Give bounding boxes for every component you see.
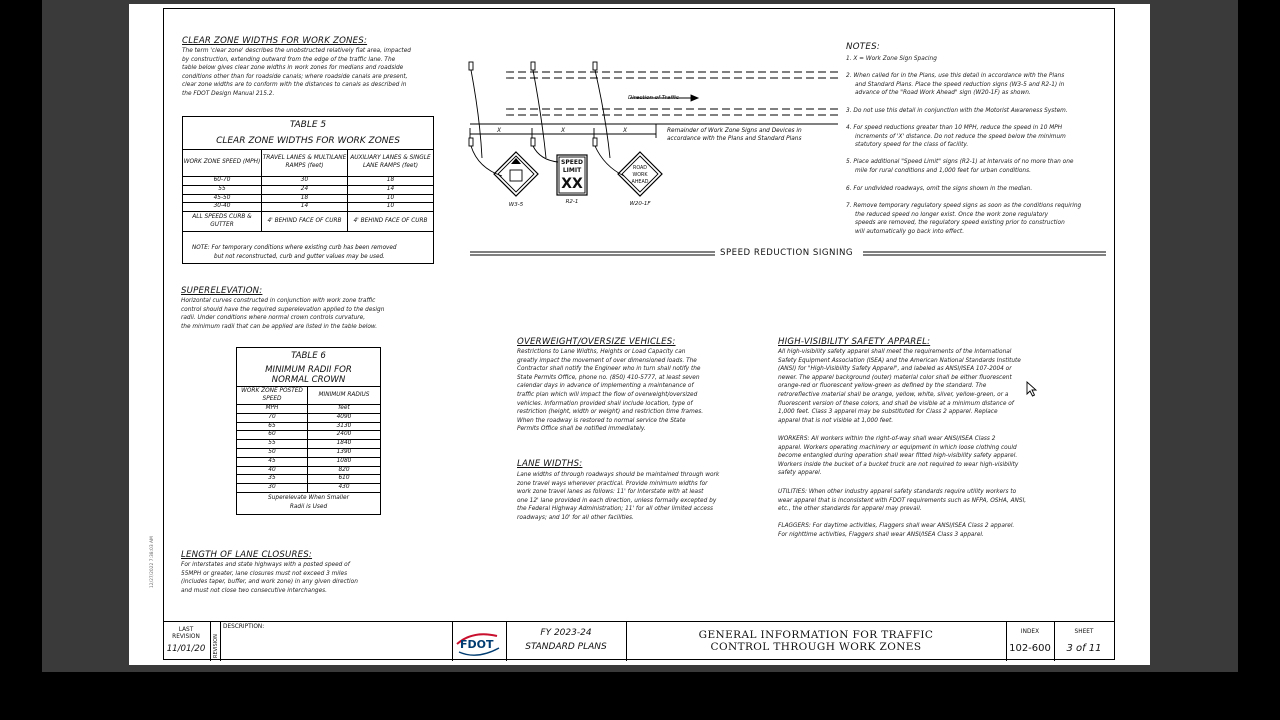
table-cell: 40 <box>237 466 308 475</box>
svg-text:FDOT: FDOT <box>460 638 494 651</box>
plans-label: STANDARD PLANS <box>525 642 607 652</box>
table-cell: 430 <box>308 484 381 493</box>
revision-vertical-label: REVISION <box>213 634 219 658</box>
description-label: DESCRIPTION: <box>223 624 265 630</box>
last-revision-cell <box>163 622 211 661</box>
table-cell: 30 <box>237 484 308 493</box>
table-cell: 60-70 <box>183 177 262 186</box>
table-cell: 24 <box>262 185 348 194</box>
table-cell: 820 <box>308 466 381 475</box>
sheet-value: 3 of 11 <box>1066 643 1102 654</box>
table-cell: 18 <box>348 177 434 186</box>
road-work-sign-text: WORK <box>632 173 648 178</box>
plot-timestamp: 12/27/2022 7:38:03 AM <box>150 536 155 588</box>
table-cell: 70 <box>237 413 308 422</box>
x-spacing-label: X <box>496 127 502 134</box>
table-5-header: AUXILIARY LANES & SINGLE LANE RAMPS (feet) <box>348 150 434 177</box>
title-block <box>163 621 1115 661</box>
table-cell: 2400 <box>308 431 381 440</box>
table-cell: ALL SPEEDS CURB & GUTTER <box>183 212 262 232</box>
table-cell: 14 <box>348 185 434 194</box>
notes-item: 3. Do not use this detail in conjunction with the Motorist Awareness System. <box>846 108 1068 114</box>
fiscal-year: FY 2023-24 <box>540 628 592 638</box>
superelevation-heading: SUPERELEVATION: <box>181 286 263 296</box>
table-cell: 1390 <box>308 448 381 457</box>
table-6-header: MINIMUM RADIUS <box>308 387 381 405</box>
x-spacing-label: X <box>622 127 628 134</box>
table-5-note: but not reconstructed, curb and gutter values may be used. <box>214 254 385 260</box>
table-5-header: WORK ZONE SPEED (MPH) <box>183 150 262 177</box>
speed-sign-text: SPEED <box>561 159 583 166</box>
remainder-label: Remainder of Work Zone Signs and Devices in <box>667 128 802 134</box>
table-5-note: NOTE: For temporary conditions where existing curb has been removed <box>192 245 397 251</box>
speed-sign-text: LIMIT <box>562 167 582 174</box>
table-5-label: TABLE 5 <box>289 120 327 130</box>
notes-item: 6. For undivided roadways, omit the signs shown in the median. <box>846 186 1033 192</box>
last-revision-date: 11/01/20 <box>166 644 206 654</box>
table-cell: 4' BEHIND FACE OF CURB <box>262 212 348 232</box>
sheet-cell <box>1055 622 1115 661</box>
table-6-label: TABLE 6 <box>291 351 326 361</box>
notes-item: 7. Remove temporary regulatory speed signs as soon as the conditions requiring the reduced speed no longer exist. Once the work zone regulatory speeds are removed, the regulatory speed existing prior to construction will automatically go back into effect. <box>846 203 1082 235</box>
table-6-footer: Superelevate When Smaller <box>268 495 349 501</box>
index-label: INDEX <box>1020 629 1040 635</box>
clear-zone-text: The term 'clear zone' describes the unobstructed relatively flat area, impacted by construction, extending outward from the edge of the traffic lane. The table below gives clear zone widths in work zones for medians and roadside conditions other than for roadside canals; where roadside canals are present, clear zone widths are to conform with the distances to canals as described in the FDOT Design Manual 215.2. <box>182 48 411 97</box>
table-cell: 18 <box>262 194 348 203</box>
lane-closures-text: For interstates and state highways with a posted speed of 55MPH or greater, lane closures must not exceed 3 miles (includes taper, buffer, and work zone) in any given direction and must not close two consecutive interchanges. <box>181 562 358 594</box>
notes-heading: NOTES: <box>846 42 881 52</box>
table-cell: 55 <box>237 440 308 449</box>
table-cell: 1080 <box>308 457 381 466</box>
table-cell: 30-40 <box>183 203 262 212</box>
sign-code: W3-5 <box>508 202 524 208</box>
table-6-title: MINIMUM RADII FOR <box>265 365 352 375</box>
sheet-title-cell <box>627 622 1007 661</box>
table-cell: 45-50 <box>183 194 262 203</box>
table-cell: 65 <box>237 422 308 431</box>
table-cell: 10 <box>348 203 434 212</box>
apparel-heading: HIGH-VISIBILITY SAFETY APPAREL: <box>778 337 931 347</box>
table-5-title: CLEAR ZONE WIDTHS FOR WORK ZONES <box>216 136 400 146</box>
notes-item: 2. When called for in the Plans, use this detail in accordance with the Plans and Standard Plans. Place the speed reduction signs (W3-5 and R2-1) in advance of the "Road Work Ahead" sign (W20-1F) as shown. <box>846 73 1065 97</box>
table-6 <box>236 386 381 493</box>
overweight-heading: OVERWEIGHT/OVERSIZE VEHICLES: <box>517 337 676 347</box>
table-cell: 60 <box>237 431 308 440</box>
table-cell: 50 <box>237 448 308 457</box>
fdot-logo-icon <box>453 622 507 661</box>
clear-zone-heading: CLEAR ZONE WIDTHS FOR WORK ZONES: <box>182 36 368 46</box>
overweight-text: Restrictions to Lane Widths, Heights or Load Capacity can greatly impact the movement of over dimensioned loads. The Contractor shall notify the Engineer who in turn shall notify the State Permits Office, phone no. (850) 410-5777, at least seven calendar days in advance of implementing a maintenance of traffic plan which will impact the flow of overweight/oversized vehicles. Information provided shall include location, type of restriction (height, width or weight) and restriction time frames. When the roadway is restored to normal service the State Permits Office shall be notified immediately. <box>517 349 704 433</box>
remainder-label: accordance with the Plans and Standard Plans <box>667 136 802 142</box>
plans-cell <box>507 622 627 661</box>
mouse-cursor-icon <box>1026 381 1038 397</box>
sign-code: W20-1F <box>629 201 651 207</box>
sheet-title: GENERAL INFORMATION FOR TRAFFIC <box>698 629 934 641</box>
sheet-title: CONTROL THROUGH WORK ZONES <box>710 641 922 653</box>
sheet-label: SHEET <box>1074 629 1094 635</box>
last-revision-label: LAST <box>178 627 194 633</box>
speed-reduction-diagram <box>466 58 846 210</box>
road-work-sign-text: ROAD <box>633 166 647 171</box>
table-cell: 4' BEHIND FACE OF CURB <box>348 212 434 232</box>
revision-column <box>211 622 221 661</box>
x-spacing-label: X <box>560 127 566 134</box>
apparel-flaggers-text: FLAGGERS: For daytime activities, Flaggers shall wear ANSI/ISEA Class 2 apparel. For nighttime activities, Flaggers shall wear ANSI/ISEA Class 3 apparel. <box>778 523 1015 538</box>
table-6-title: NORMAL CROWN <box>271 375 346 385</box>
direction-label: Direction of Traffic <box>628 95 679 101</box>
last-revision-label: REVISION <box>172 634 200 640</box>
lane-widths-text: Lane widths of through roadways should be maintained through work zone travel ways wherever practical. Provide minimum widths for work zone travel lanes as follows: 11' for Interstate with at least one 12' lane provided in each direction, unless formally excepted by the Federal Highway Administration; 11' for all other limited access roadways; and 10' for all other facilities. <box>517 472 720 521</box>
sign-code: R2-1 <box>565 199 579 205</box>
road-work-sign-text: AHEAD <box>631 180 649 185</box>
table-cell: 14 <box>262 203 348 212</box>
table-cell: 55 <box>183 185 262 194</box>
table-6-footer: Radii is Used <box>289 504 328 510</box>
section-title: SPEED REDUCTION SIGNING <box>720 248 854 258</box>
speed-sign-value: XX <box>561 176 583 192</box>
table-5-header: TRAVEL LANES & MULTILANE RAMPS (feet) <box>262 150 348 177</box>
table-5 <box>182 149 434 232</box>
table-cell: 3130 <box>308 422 381 431</box>
superelevation-text: Horizontal curves constructed in conjunction with work zone traffic control should have the required superelevation applied to the design radii. Under conditions where normal crown controls curvature, the minimum radii that can be applied are listed in the table below. <box>181 298 385 330</box>
notes-item: 1. X = Work Zone Sign Spacing <box>846 56 937 62</box>
apparel-workers-text: WORKERS: All workers within the right-of-way shall wear ANSI/ISEA Class 2 apparel. Workers operating machinery or equipment in which loose clothing could become entangled during operation shall wear fitted high-visibility safety apparel. Workers inside the bucket of a bucket truck are not required to wear high-visibility safety apparel. <box>778 436 1019 477</box>
index-cell <box>1007 622 1055 661</box>
notes-item: 5. Place additional "Speed Limit" signs (R2-1) at intervals of no more than one mile for rural conditions and 1,000 feet for urban conditions. <box>846 159 1074 174</box>
fdot-logo <box>453 622 507 661</box>
table-cell: feet <box>308 405 381 414</box>
table-cell: 45 <box>237 457 308 466</box>
table-cell: 610 <box>308 475 381 484</box>
table-cell: 10 <box>348 194 434 203</box>
description-cell <box>221 622 453 661</box>
table-cell: 1840 <box>308 440 381 449</box>
table-6-header: WORK ZONE POSTED SPEED <box>237 387 308 405</box>
index-value: 102-600 <box>1009 643 1051 654</box>
table-cell: 30 <box>262 177 348 186</box>
table-cell: 35 <box>237 475 308 484</box>
apparel-text: All high-visibility safety apparel shall meet the requirements of the International Safety Equipment Association (ISEA) and the American National Standards Institute (ANSI) for "High-Visibility Safety Apparel", and labeled as ANSI/ISEA 107-2004 or newer. The apparel background (outer) material color shall be either fluorescent orange-red or fluorescent yellow-green as defined by the standard. The retroreflective material shall be orange, yellow, white, silver, yellow-green, or a fluorescent version of these colors, and shall be visible at a minimum distance of 1,000 feet. Class 3 apparel may be substituted for Class 2 apparel. Replace apparel that is not visible at 1,000 feet. <box>778 349 1021 424</box>
lane-closures-heading: LENGTH OF LANE CLOSURES: <box>181 550 313 560</box>
table-cell: 4090 <box>308 413 381 422</box>
apparel-utilities-text: UTILITIES: When other industry apparel safety standards require utility workers to wear apparel that is inconsistent with FDOT requirements such as NFPA, OSHA, ANSI, etc., the other standards for apparel may prevail. <box>778 489 1027 513</box>
table-cell: MPH <box>237 405 308 414</box>
lane-widths-heading: LANE WIDTHS: <box>517 459 583 469</box>
notes-item: 4. For speed reductions greater than 10 MPH, reduce the speed in 10 MPH increments of 'X' distance. Do not reduce the speed below the minimum statutory speed for the class of facility. <box>846 125 1066 149</box>
